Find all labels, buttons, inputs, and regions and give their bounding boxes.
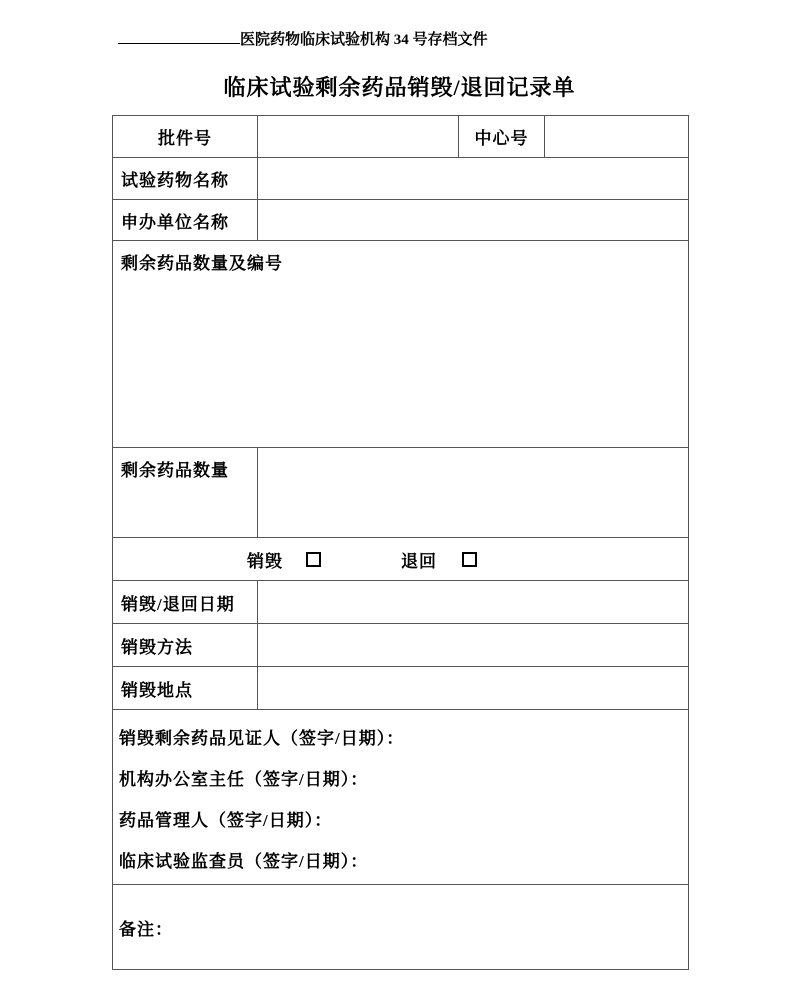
destroy-checkbox[interactable]: [306, 552, 321, 567]
document-title: 临床试验剩余药品销毁/退回记录单: [223, 75, 576, 100]
document-header: [118, 30, 800, 49]
remarks-label: 备注：: [119, 919, 173, 939]
drug-name-field[interactable]: [258, 158, 689, 200]
approval-number-field[interactable]: [258, 116, 459, 158]
row-destroy-location: [113, 667, 689, 710]
return-option-label: 退回: [401, 551, 437, 571]
remaining-qty-label: 剩余药品数量: [113, 448, 258, 538]
row-signatures: [113, 710, 689, 885]
approval-number-label: 批件号: [113, 116, 258, 158]
row-drug-name: [113, 158, 689, 200]
row-sponsor-name: [113, 200, 689, 241]
drug-manager-signature-line[interactable]: 药品管理人（签字/日期）：: [119, 811, 333, 830]
drug-name-label: 试验药物名称: [113, 158, 258, 200]
witness-signature-line[interactable]: 销毁剩余药品见证人（签字/日期）：: [119, 729, 405, 748]
destroy-option-label: 销毁: [247, 551, 283, 571]
record-form-table: [112, 115, 689, 970]
center-number-field[interactable]: [545, 116, 689, 158]
archive-file-label: 医院药物临床试验机构 34 号存档文件: [240, 32, 488, 48]
return-checkbox[interactable]: [462, 552, 477, 567]
row-remaining-qty: [113, 448, 689, 538]
office-director-signature-line[interactable]: 机构办公室主任（签字/日期）：: [119, 770, 369, 789]
destroy-location-label: 销毁地点: [113, 667, 258, 710]
hospital-name-blank-line[interactable]: [118, 30, 240, 44]
signatures-cell: [113, 710, 689, 885]
remaining-qty-field[interactable]: [258, 448, 689, 538]
destroy-location-field[interactable]: [258, 667, 689, 710]
sponsor-name-label: 申办单位名称: [113, 200, 258, 241]
row-disposition: [113, 538, 689, 581]
row-remaining-qty-codes: [113, 241, 689, 448]
destroy-method-label: 销毁方法: [113, 624, 258, 667]
center-number-label: 中心号: [459, 116, 545, 158]
row-remarks: [113, 885, 689, 970]
disposition-cell: [113, 538, 689, 581]
row-destroy-method: [113, 624, 689, 667]
remaining-qty-codes-label: 剩余药品数量及编号: [121, 254, 283, 273]
destroy-method-field[interactable]: [258, 624, 689, 667]
row-approval-center: [113, 116, 689, 158]
destroy-return-date-label: 销毁/退回日期: [113, 581, 258, 624]
remaining-qty-codes-cell[interactable]: [113, 241, 689, 448]
remarks-cell[interactable]: [113, 885, 689, 970]
monitor-signature-line[interactable]: 临床试验监查员（签字/日期）：: [119, 852, 369, 871]
sponsor-name-field[interactable]: [258, 200, 689, 241]
row-destroy-return-date: [113, 581, 689, 624]
destroy-return-date-field[interactable]: [258, 581, 689, 624]
